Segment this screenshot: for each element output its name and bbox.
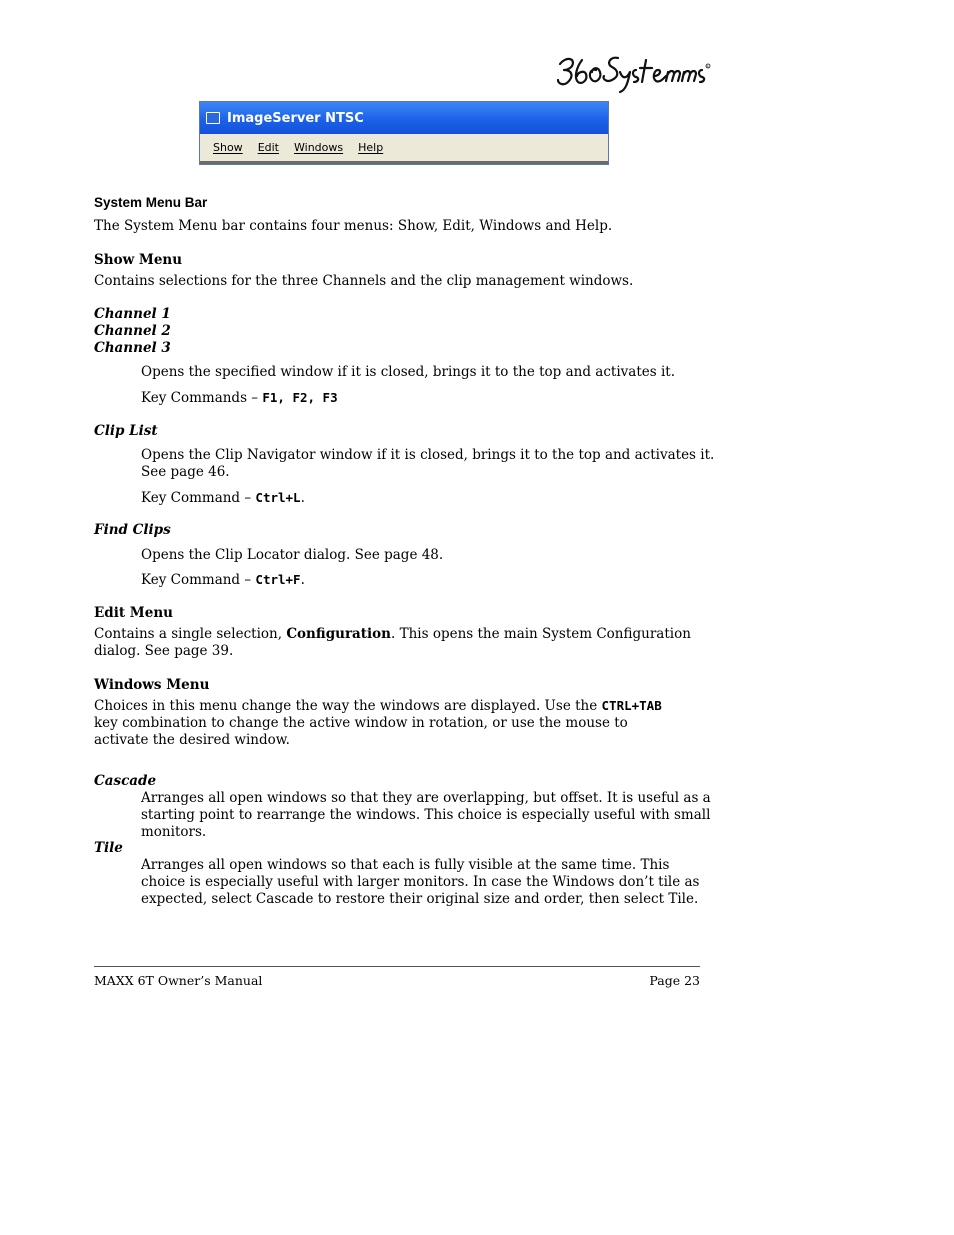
edit-menu-text-post: . This opens the main System Configuration dialog. See page 39. [94,626,691,659]
heading-channel-1: Channel 1 [94,306,171,322]
key-value: Ctrl+L [255,490,301,505]
menu-edit[interactable]: Edit [257,141,279,154]
menu-bar [200,134,608,164]
window-title: ImageServer NTSC [227,110,364,126]
heading-clip-list: Clip List [94,423,158,439]
channels-description: Opens the specified window if it is closed, brings it to the top and activates it. [141,364,675,380]
cascade-description: Arranges all open windows so that they are overlapping, but offset. It is useful as a starting point to rearrange the windows. This choice is especially useful with small monitors. [141,790,711,840]
heading-find-clips: Find Clips [94,522,171,538]
find-clips-description: Opens the Clip Locator dialog. See page 48. [141,547,444,563]
heading-channel-3: Channel 3 [94,340,171,356]
channels-key-commands [141,389,719,407]
svg-text:R: R [706,64,709,69]
heading-system-menu-bar: System Menu Bar [94,195,208,210]
key-value: F1, F2, F3 [262,390,338,405]
key-label: Key Command – [141,572,256,588]
window-title-bar[interactable] [200,102,608,134]
tile-description: Arranges all open windows so that each is fully visible at the same time. This choice is especially useful with larger monitors. In case the Windows don’t tile as expected, select Cascade to restore their original size and order, then select Tile. [141,857,700,907]
heading-show-menu: Show Menu [94,252,183,268]
key-label: Key Commands – [141,390,263,406]
edit-menu-configuration: Configuration [286,626,391,642]
heading-cascade: Cascade [94,773,157,789]
heading-edit-menu: Edit Menu [94,605,173,621]
windows-menu-text-post: key combination to change the active window in rotation, or use the mouse to activate the desired window. [94,715,628,748]
heading-tile: Tile [94,840,123,856]
clip-list-description: Opens the Clip Navigator window if it is closed, brings it to the top and activates it. See page 46. [141,447,715,480]
clip-list-key-command [141,489,719,507]
heading-windows-menu: Windows Menu [94,677,210,693]
show-menu-text: Contains selections for the three Channels and the clip management windows. [94,273,634,289]
key-value: Ctrl+F [255,572,301,587]
application-window [199,101,609,165]
edit-menu-text [94,626,709,660]
company-logo [556,50,714,94]
find-clips-key-command [141,571,719,589]
menu-show[interactable]: Show [213,141,243,154]
footer-manual-title: MAXX 6T Owner’s Manual [94,973,263,988]
menu-help[interactable]: Help [358,141,384,154]
heading-channel-2: Channel 2 [94,323,171,339]
key-suffix: . [300,572,305,588]
window-icon[interactable] [206,112,220,124]
edit-menu-text-pre: Contains a single selection, [94,626,287,642]
system-menu-bar-text: The System Menu bar contains four menus: Show, Edit, Windows and Help. [94,218,613,234]
windows-menu-text [94,697,684,749]
windows-menu-text-pre: Choices in this menu change the way the windows are displayed. Use the [94,698,602,714]
menu-windows[interactable]: Windows [294,141,344,154]
footer-divider [94,966,700,967]
windows-menu-key: CTRL+TAB [601,698,662,713]
key-label: Key Command – [141,490,256,506]
key-suffix: . [300,490,305,506]
footer-page-number: Page 23 [649,973,700,988]
